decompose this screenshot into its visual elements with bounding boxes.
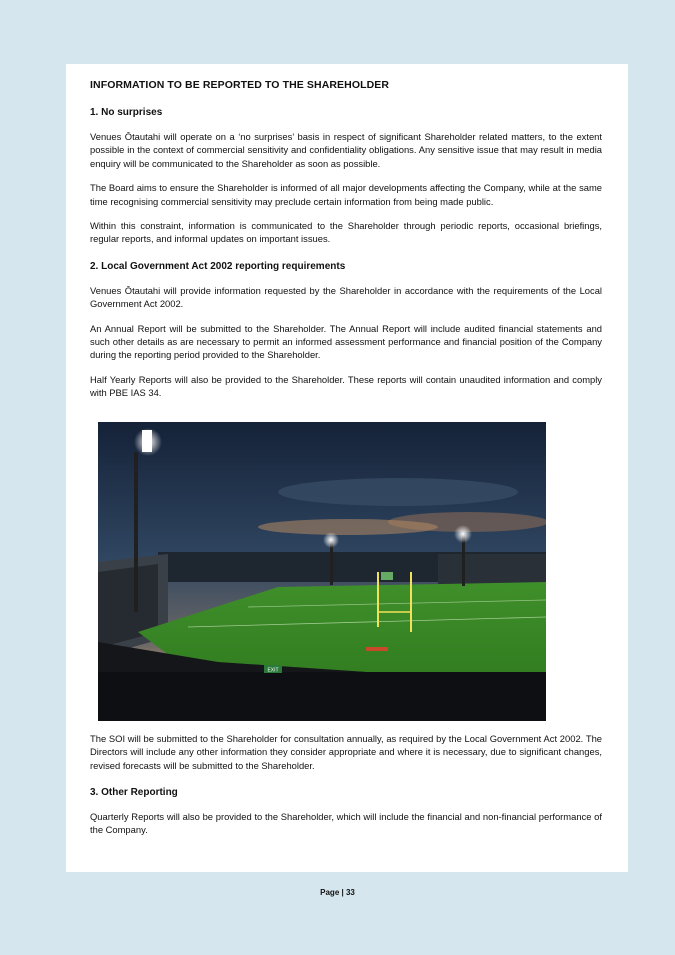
stadium-photo <box>98 422 546 721</box>
section-heading-other-reporting: 3. Other Reporting <box>90 786 178 798</box>
exit-sign: EXIT <box>267 667 279 674</box>
document-page <box>66 64 628 872</box>
page-content <box>90 78 602 837</box>
paragraph: Half Yearly Reports will also be provided to the Shareholder. These reports will contain unaudited information and comply with PBE IAS 34. <box>90 373 602 399</box>
paragraph: Venues Ōtautahi will operate on a ‘no surprises’ basis in respect of significant Shareholder related matters, to the extent possible in the context of commercial sensitivity and confidentiality obligations. Any sensitive issue that may result in media enquiry will be communicated to the Shareholder as soon as possible. <box>90 131 602 169</box>
page-number: Page | 33 <box>320 888 355 897</box>
section-heading-no-surprises: 1. No surprises <box>90 107 163 118</box>
paragraph: An Annual Report will be submitted to the Shareholder. The Annual Report will include audited financial statements and such other details as are necessary to permit an informed assessment performance and financial position of the Company during the reporting period provided to the Shareholder. <box>90 322 602 361</box>
paragraph: The SOI will be submitted to the Shareholder for consultation annually, as required by the Local Government Act 2002. The Directors will include any other information they consider appropriate and where it is necessary, due to significant changes, revised forecasts will be submitted to the Shareholder. <box>90 732 602 771</box>
document-title: INFORMATION TO BE REPORTED TO THE SHAREHOLDER <box>90 79 390 91</box>
paragraph: Venues Ōtautahi will provide information requested by the Shareholder in accordance with the requirements of the Local Government Act 2002. <box>90 284 602 310</box>
paragraph: Within this constraint, information is communicated to the Shareholder through periodic reports, occasional briefings, regular reports, and informal updates on important issues. <box>90 220 602 245</box>
paragraph: The Board aims to ensure the Shareholder is informed of all major developments affecting the Company, while at the same time recognising commercial sensitivity may preclude certain information from being made public. <box>90 182 602 207</box>
paragraph: Quarterly Reports will also be provided to the Shareholder, which will include the financial and non-financial performance of the Company. <box>90 810 602 836</box>
section-heading-lga-reporting: 2. Local Government Act 2002 reporting requirements <box>90 260 346 272</box>
